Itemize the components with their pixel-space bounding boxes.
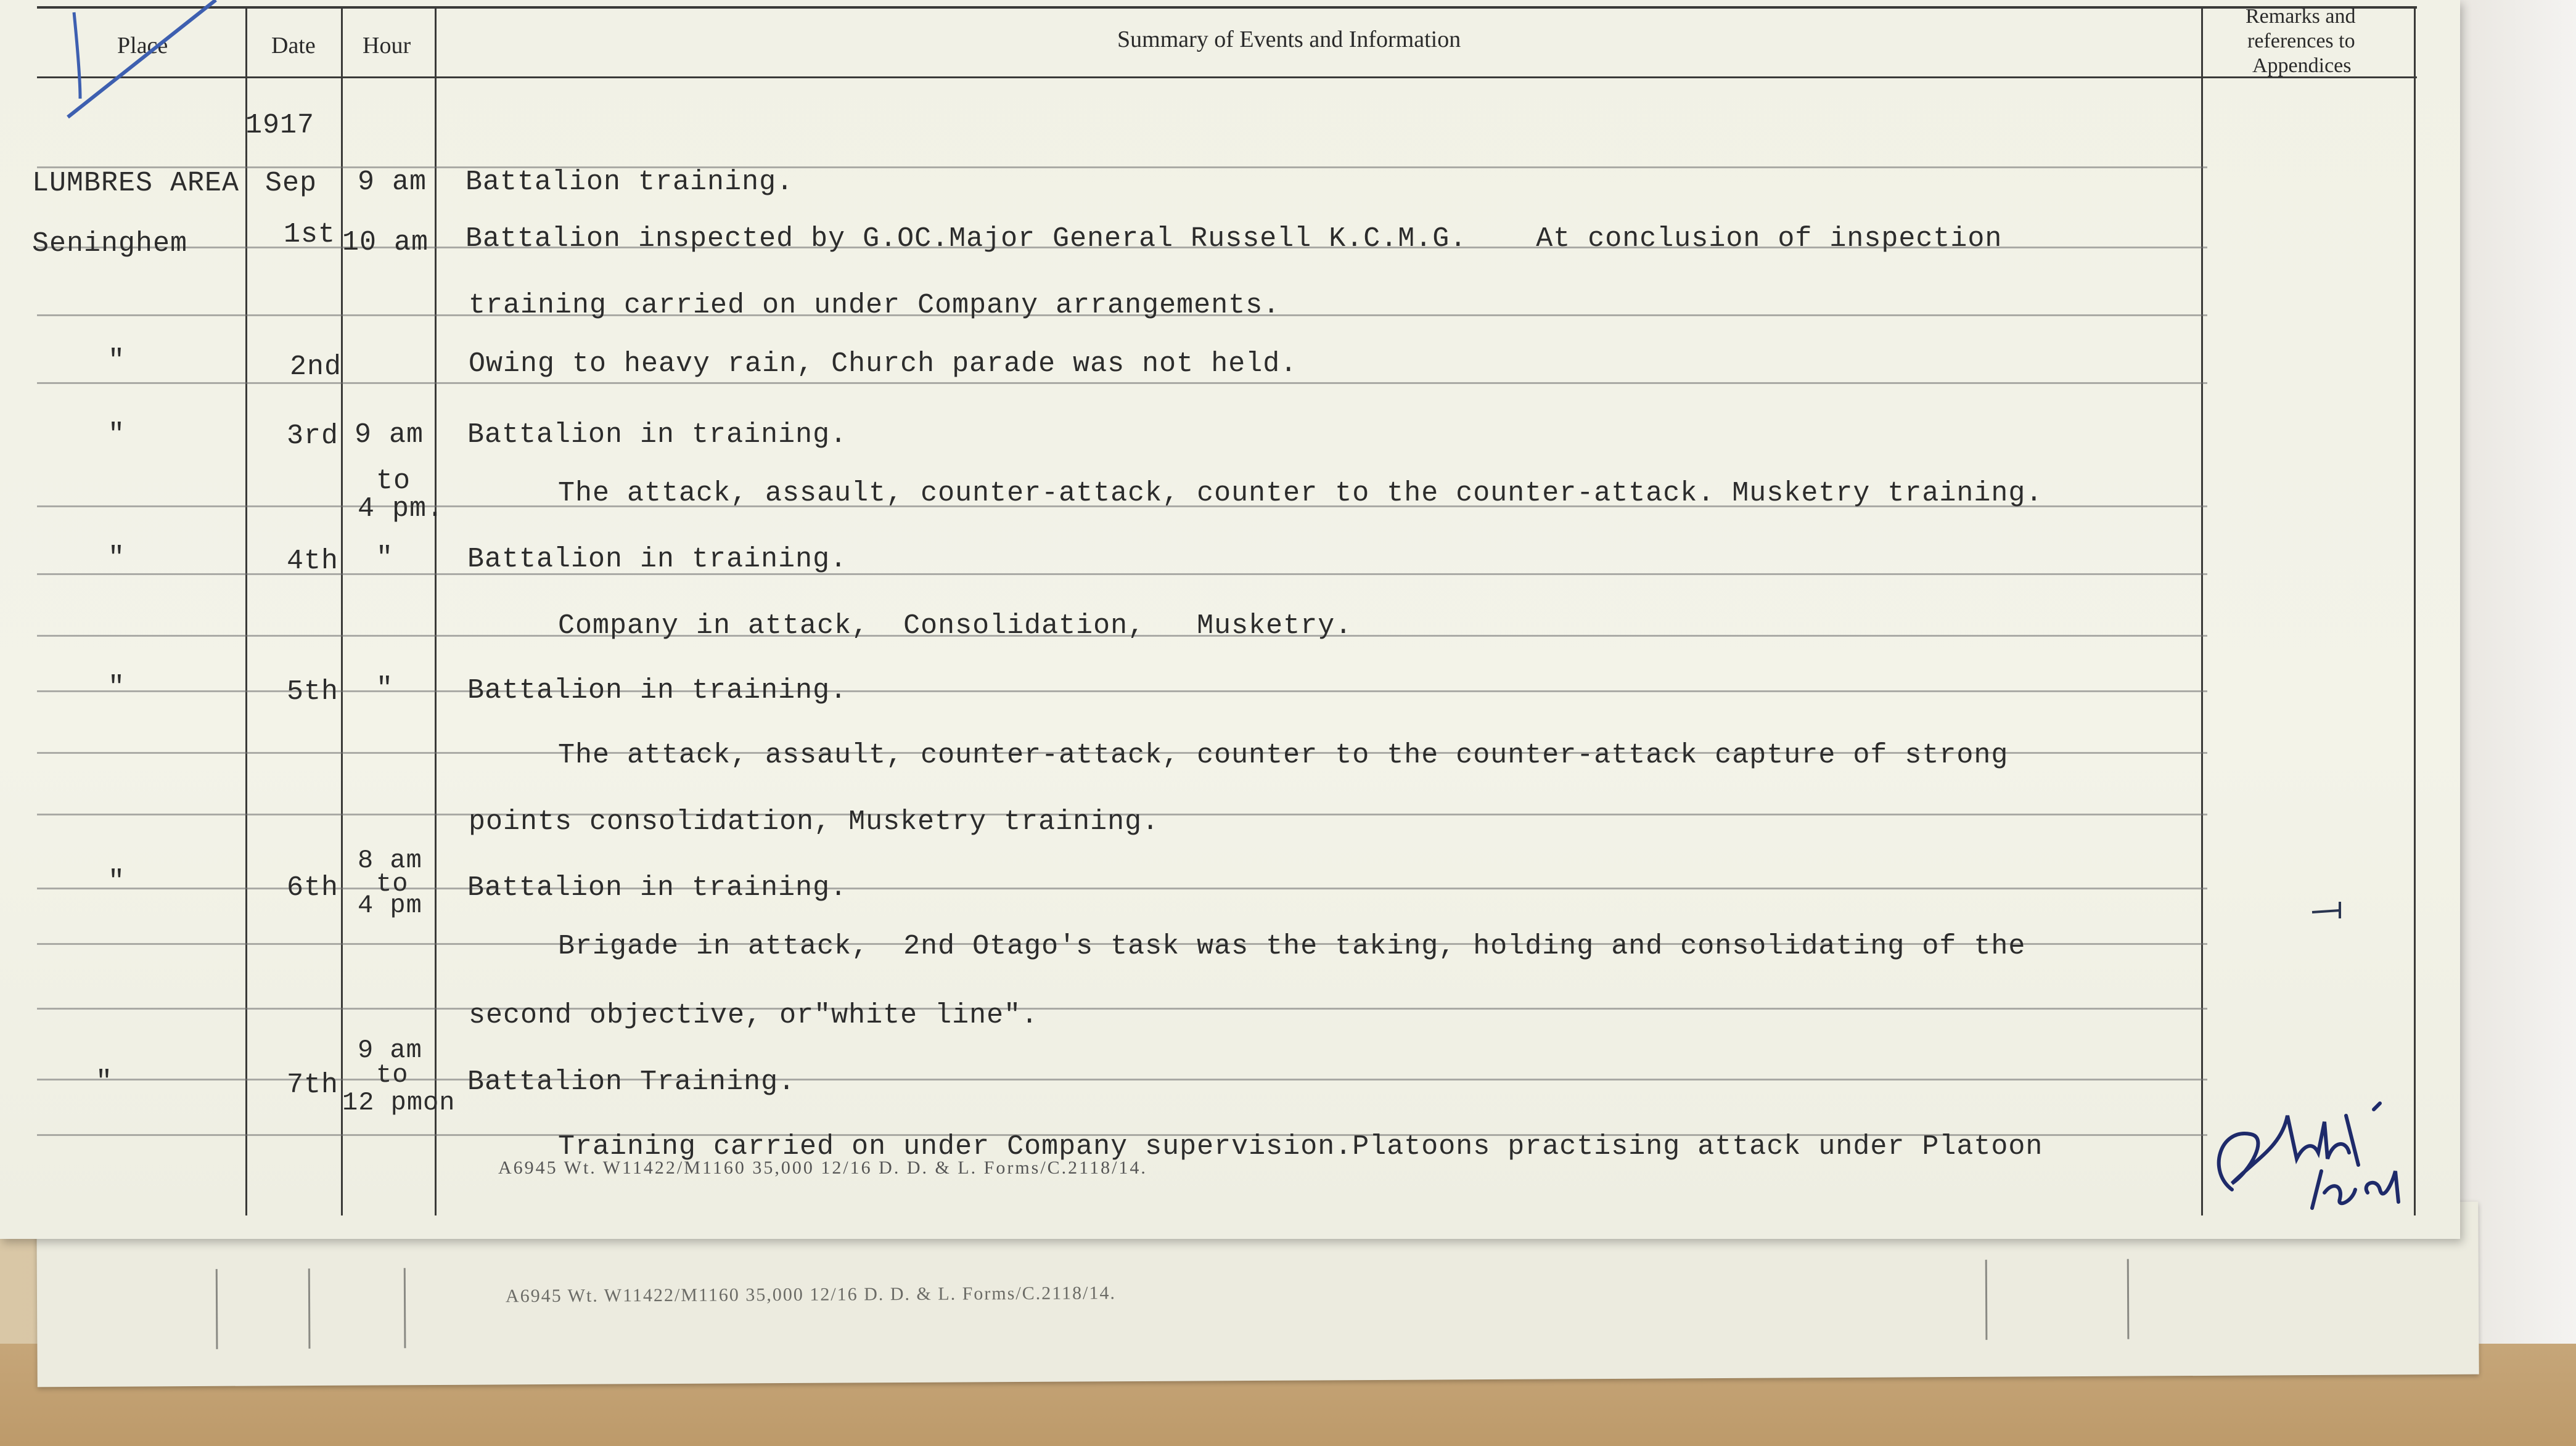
entry-text: Battalion inspected by G.OC.Major General Russell K.C.M.G. At conclusion of inspection <box>466 223 2003 255</box>
col-rule-summary <box>2201 7 2203 1215</box>
under-form-footer: A6945 Wt. W11422/M1160 35,000 12/16 D. D. & L. Forms/C.2118/14. <box>505 1283 1116 1307</box>
entry-text: Battalion in training. <box>467 675 848 706</box>
under-rule <box>1985 1260 1988 1340</box>
place-cell: " <box>108 542 126 574</box>
col-rule-date <box>341 7 343 1215</box>
year: 1917 <box>245 110 315 141</box>
entry-text: The attack, assault, counter-attack, counter to the counter-attack capture of strong <box>558 740 2009 771</box>
date-cell: 6th <box>287 872 339 904</box>
date-cell: 1st <box>284 219 336 250</box>
header-rule <box>37 76 2417 78</box>
place-cell: " <box>108 866 126 897</box>
hour-cell: to <box>376 1060 409 1090</box>
ruled-line <box>37 1079 2207 1080</box>
col-rule-hour <box>435 7 437 1215</box>
date-cell: 7th <box>287 1069 339 1101</box>
place-cell: " <box>96 1066 113 1098</box>
hour-cell: " <box>376 542 394 574</box>
hour-cell: 8 am <box>358 846 422 875</box>
ruled-line <box>37 1008 2207 1010</box>
under-rule <box>216 1269 218 1349</box>
date-cell: 4th <box>287 545 339 577</box>
header-remarks-2: references to <box>2247 30 2355 52</box>
entry-text: training carried on under Company arrangements. <box>469 290 1281 321</box>
entry-text: The attack, assault, counter-attack, counter to the counter-attack. Musketry training. <box>558 478 2043 509</box>
hour-cell: 9 am <box>358 166 427 198</box>
entry-text: Battalion Training. <box>467 1066 796 1098</box>
header-remarks-1: Remarks and <box>2246 5 2356 28</box>
signature-image <box>2195 1079 2454 1220</box>
place-cell: " <box>108 672 126 703</box>
entry-text: Training carried on under Company supervision.Platoons practising attack under Platoon <box>558 1131 2043 1162</box>
top-border <box>37 6 2417 9</box>
entry-text: Brigade in attack, 2nd Otago's task was the taking, holding and consolidating of the <box>558 931 2026 962</box>
place-cell: Seninghem <box>32 228 188 259</box>
entry-text: Battalion training. <box>466 166 794 198</box>
ruled-line <box>37 888 2207 889</box>
date-cell: 2nd <box>290 351 342 383</box>
date-cell: Sep <box>265 168 318 199</box>
form-footer: A6945 Wt. W11422/M1160 35,000 12/16 D. D. & L. Forms/C.2118/14. <box>498 1158 1147 1178</box>
date-cell: 3rd <box>287 420 339 452</box>
ruled-line <box>37 573 2207 575</box>
place-cell: LUMBRES AREA <box>32 168 240 199</box>
ruled-line <box>37 382 2207 384</box>
entry-text: Battalion in training. <box>467 419 848 451</box>
hour-cell: to <box>376 869 409 899</box>
hour-cell: 12 pmon <box>342 1088 456 1117</box>
hour-cell: 10 am <box>342 227 429 258</box>
header-hour: Hour <box>363 33 411 59</box>
hour-cell: " <box>376 673 394 705</box>
header-place: Place <box>117 33 168 59</box>
place-cell: " <box>108 345 126 377</box>
entry-text: Battalion in training. <box>467 544 848 575</box>
entry-text: Company in attack, Consolidation, Musketry. <box>558 610 1353 642</box>
hour-cell: 9 am <box>358 1035 422 1065</box>
col-rule-remarks <box>2414 7 2416 1215</box>
hour-cell: 9 am <box>355 419 424 451</box>
entry-text: Owing to heavy rain, Church parade was not held. <box>469 348 1298 380</box>
hour-cell: to <box>376 465 411 497</box>
header-summary: Summary of Events and Information <box>1117 27 1461 52</box>
under-rule <box>404 1268 406 1348</box>
hour-cell: 4 pm <box>358 891 422 920</box>
place-cell: " <box>108 419 126 451</box>
entry-text: points consolidation, Musketry training. <box>469 806 1160 838</box>
header-remarks-3: Appendices <box>2252 54 2352 77</box>
under-rule <box>308 1268 311 1349</box>
blue-pencil-mark <box>62 0 222 123</box>
under-rule <box>2127 1259 2130 1339</box>
entry-text: Battalion in training. <box>467 872 848 904</box>
remark-tick-mark <box>2309 897 2346 921</box>
header-date: Date <box>271 33 316 59</box>
hour-cell: 4 pm. <box>358 493 445 525</box>
col-rule-place <box>245 7 247 1215</box>
ruled-line <box>37 690 2207 692</box>
date-cell: 5th <box>287 676 339 708</box>
entry-text: second objective, or"white line". <box>469 1000 1039 1031</box>
